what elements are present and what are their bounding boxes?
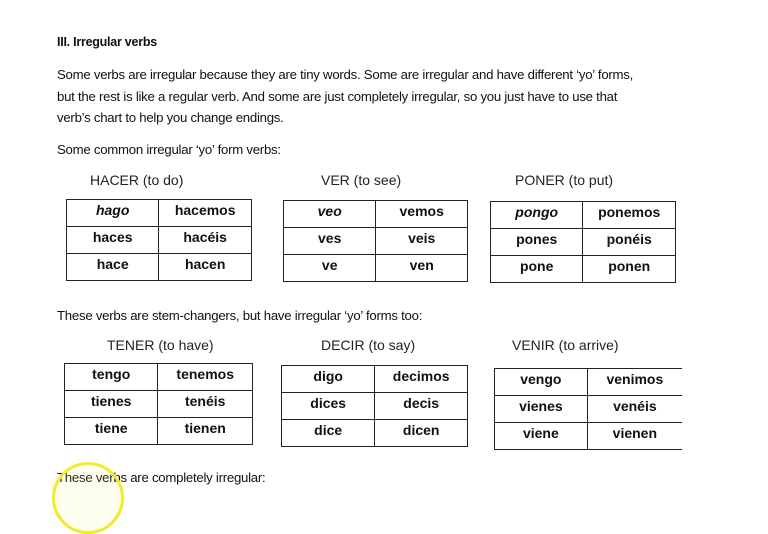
table-cell: veo	[284, 201, 376, 228]
section-heading: III. Irregular verbs	[57, 35, 157, 49]
table-cell: pones	[491, 229, 583, 256]
table-cell: dices	[282, 393, 375, 420]
verb-title: HACER (to do)	[90, 172, 184, 188]
table-cell: vengo	[495, 369, 588, 396]
table-row	[491, 229, 676, 256]
table-cell: haces	[67, 227, 159, 254]
table-cell: tienes	[65, 391, 158, 418]
table-cell: hago	[67, 200, 159, 227]
table-row	[65, 418, 253, 445]
table-cell: decimos	[375, 366, 468, 393]
table-cell: ves	[284, 228, 376, 255]
table-cell: hacen	[159, 254, 252, 281]
table-row	[491, 202, 676, 229]
table-row	[67, 227, 252, 254]
table-row	[495, 396, 683, 423]
table-cell: vienen	[587, 423, 682, 450]
table-cell: pongo	[491, 202, 583, 229]
paragraph-line: but the rest is like a regular verb. And some are just completely irregular, so you just have to use that	[57, 88, 618, 104]
table-cell: viene	[495, 423, 588, 450]
verb-title: TENER (to have)	[107, 337, 214, 353]
table-cell: ponéis	[583, 229, 676, 256]
table-cell: dicen	[375, 420, 468, 447]
table-cell: venéis	[587, 396, 682, 423]
paragraph-line: Some verbs are irregular because they are tiny words. Some are irregular and have different ‘yo’ forms,	[57, 67, 634, 82]
conjugation-table	[66, 199, 252, 281]
table-row	[67, 200, 252, 227]
table-cell: venimos	[587, 369, 682, 396]
table-cell: pone	[491, 256, 583, 283]
conjugation-table	[64, 363, 253, 445]
intro-paragraph	[57, 64, 633, 129]
table-row	[284, 201, 468, 228]
subheading-completely-irregular: These verbs are completely irregular:	[57, 470, 266, 485]
table-cell: digo	[282, 366, 375, 393]
subheading-stem-changers: These verbs are stem-changers, but have irregular ‘yo’ forms too:	[57, 308, 423, 323]
table-cell: ponen	[583, 256, 676, 283]
table-cell: ve	[284, 255, 376, 282]
table-cell: tengo	[65, 364, 158, 391]
table-row	[65, 364, 253, 391]
table-row	[284, 255, 468, 282]
cursor-highlight	[52, 462, 124, 534]
conjugation-table	[494, 368, 682, 450]
table-cell: vemos	[376, 201, 468, 228]
table-cell: veis	[376, 228, 468, 255]
table-row	[282, 393, 468, 420]
table-row	[67, 254, 252, 281]
conjugation-table	[283, 200, 468, 282]
table-cell: hacemos	[159, 200, 252, 227]
table-row	[65, 391, 253, 418]
verb-title: VENIR (to arrive)	[512, 337, 619, 353]
verb-title: VER (to see)	[321, 172, 402, 188]
table-cell: tenemos	[158, 364, 253, 391]
table-cell: ponemos	[583, 202, 676, 229]
table-row	[282, 420, 468, 447]
table-row	[491, 256, 676, 283]
verb-title: PONER (to put)	[515, 172, 614, 188]
table-cell: decis	[375, 393, 468, 420]
paragraph-line: verb’s chart to help you change endings.	[57, 110, 284, 125]
verb-title: DECIR (to say)	[321, 337, 416, 353]
table-cell: tenéis	[158, 391, 253, 418]
table-row	[495, 423, 683, 450]
conjugation-table	[490, 201, 676, 283]
table-cell: tiene	[65, 418, 158, 445]
table-cell: tienen	[158, 418, 253, 445]
table-row	[282, 366, 468, 393]
table-cell: ven	[376, 255, 468, 282]
subheading-yo-forms: Some common irregular ‘yo’ form verbs:	[57, 142, 281, 157]
table-cell: dice	[282, 420, 375, 447]
table-cell: hace	[67, 254, 159, 281]
conjugation-table	[281, 365, 468, 447]
table-row	[495, 369, 683, 396]
table-cell: vienes	[495, 396, 588, 423]
table-row	[284, 228, 468, 255]
table-cell: hacéis	[159, 227, 252, 254]
